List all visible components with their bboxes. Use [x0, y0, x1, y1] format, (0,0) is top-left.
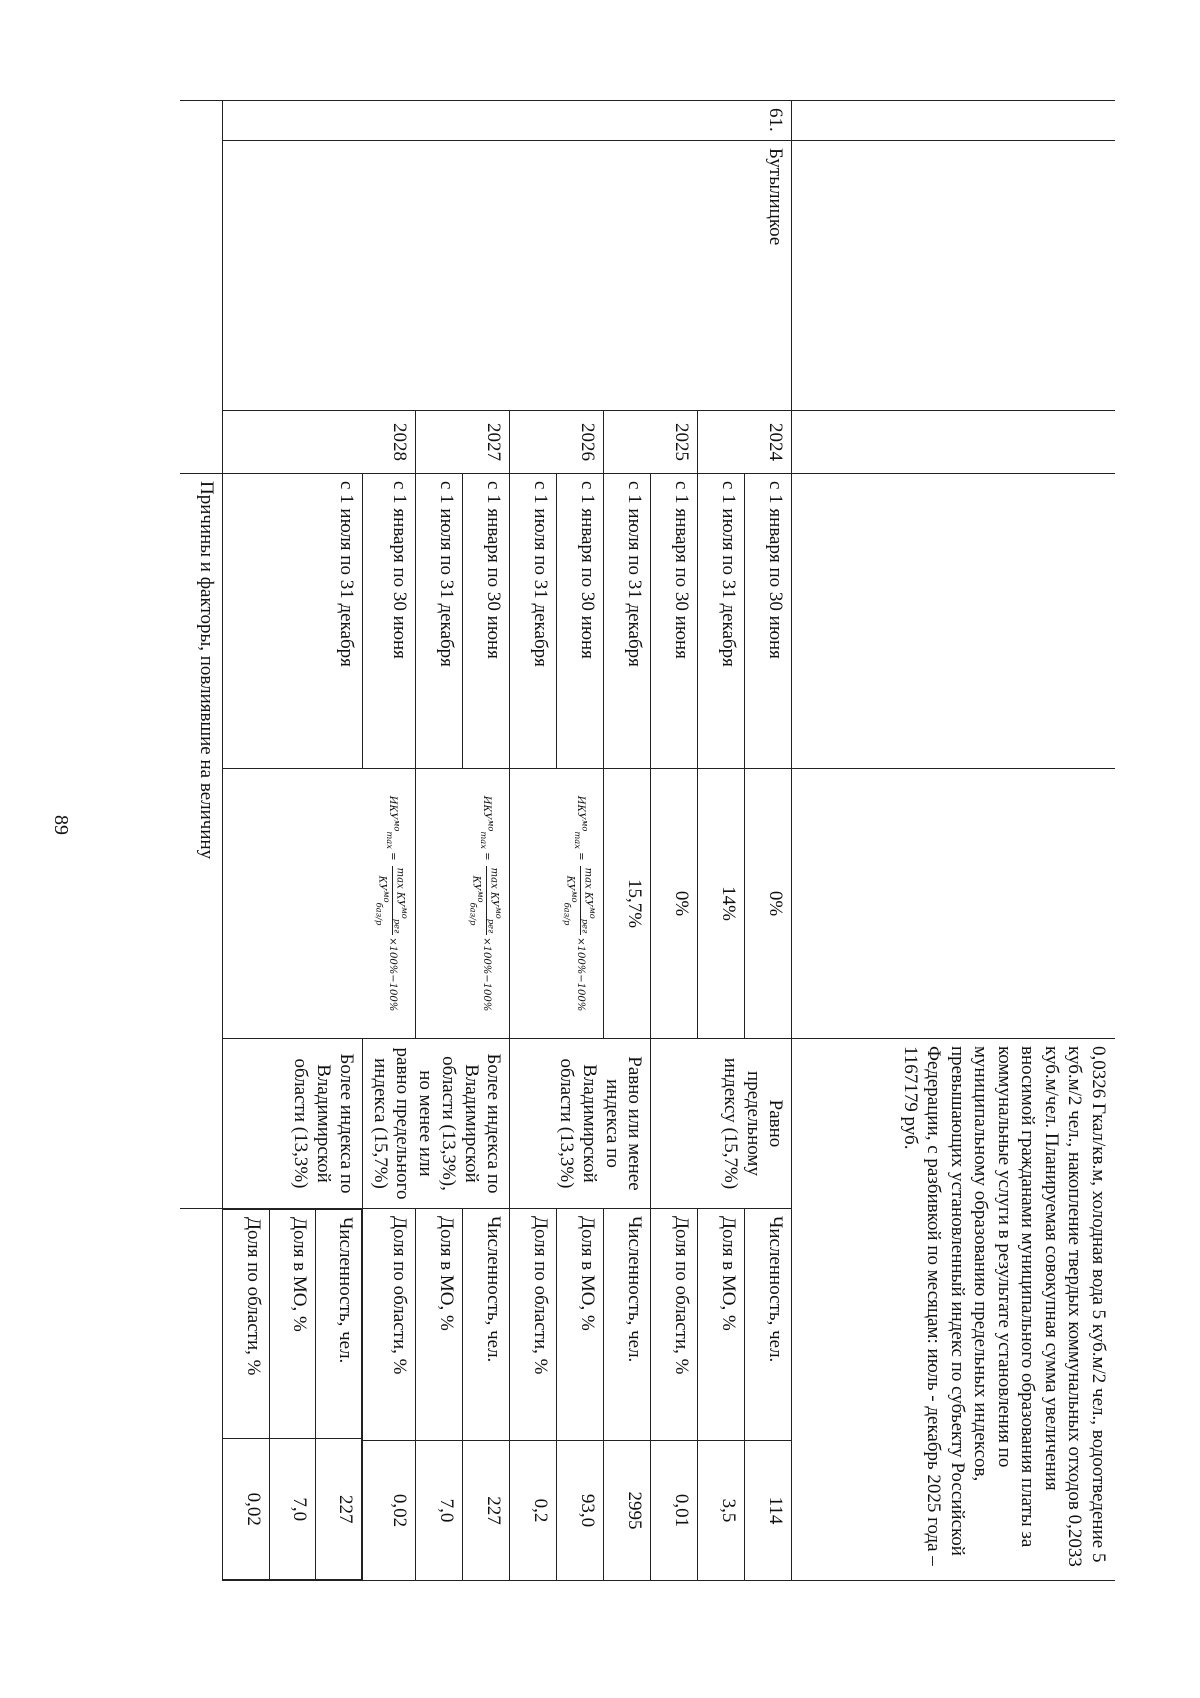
description-row: [792, 101, 1115, 1581]
year-cell: 2025: [604, 411, 698, 474]
index-category: Более индекса по Владимирской области (13,3%), но менее или равно предельного индекса (15,7%): [362, 1039, 510, 1209]
index-value: 7,0: [269, 1439, 315, 1580]
formula-cell: [416, 769, 510, 1039]
index-value: 0,02: [362, 1441, 416, 1581]
index-label: Доля в МО, %: [557, 1209, 604, 1441]
index-label: Численность, чел.: [315, 1210, 361, 1439]
formula-cell: [510, 769, 604, 1039]
period-cell: с 1 июля по 31 декабря: [222, 474, 362, 769]
period-cell: с 1 января по 30 июня: [362, 474, 416, 769]
year-cell: 2028: [222, 411, 416, 474]
index-value: 0,02: [223, 1439, 269, 1580]
index-label: Доля в МО, %: [698, 1209, 745, 1441]
index-subtable: [223, 1209, 362, 1580]
index-category: Равно предельному индексу (15,7%): [651, 1039, 792, 1209]
page-number: 89: [50, 815, 72, 835]
period-cell: с 1 июля по 31 декабря: [510, 474, 557, 769]
period-cell: с 1 января по 30 июня: [557, 474, 604, 769]
index-value: 114: [745, 1441, 792, 1581]
index-label: Численность, чел.: [463, 1209, 510, 1441]
value-cell: 0%: [651, 769, 698, 1039]
index-label: Доля по области, %: [510, 1209, 557, 1441]
index-label: Доля по области, %: [362, 1209, 416, 1441]
index-value: 93,0: [557, 1441, 604, 1581]
index-formula: $ИКУ^{мо}_{max}$ = $\max КУ^{мо}_{рег}$ $КУ^{мо}_{баз/р}$ ×100%−100%: [468, 795, 505, 1012]
municipality-table: [180, 100, 1115, 1581]
entry-number: 61.: [222, 101, 792, 141]
index-value: 3,5: [698, 1441, 745, 1581]
period-cell: с 1 июля по 31 декабря: [604, 474, 651, 769]
index-label: Доля в МО, %: [416, 1209, 463, 1441]
period-cell: с 1 июля по 31 декабря: [416, 474, 463, 769]
formula-cell: [222, 769, 416, 1039]
year-cell: 2024: [698, 411, 792, 474]
reasons-text: Причины и факторы, повлиявшие на величину: [180, 474, 222, 1209]
period-cell: с 1 января по 30 июня: [651, 474, 698, 769]
index-label: Численность, чел.: [604, 1209, 651, 1441]
index-value: 0,2: [510, 1441, 557, 1581]
index-label: Численность, чел.: [745, 1209, 792, 1441]
reasons-row: [180, 101, 222, 1581]
index-formula: $ИКУ^{мо}_{max}$ = $\max КУ^{мо}_{рег}$ $КУ^{мо}_{баз/р}$ ×100%−100%: [374, 795, 411, 1012]
index-formula: $ИКУ^{мо}_{max}$ = $\max КУ^{мо}_{рег}$ $КУ^{мо}_{баз/р}$ ×100%−100%: [562, 795, 599, 1012]
index-value: 2995: [604, 1441, 651, 1581]
index-category: Более индекса по Владимирской области (13,3%): [222, 1039, 362, 1209]
period-cell: с 1 января по 30 июня: [745, 474, 792, 769]
rotated-table-container: [165, 100, 1115, 1580]
period-cell: с 1 января по 30 июня: [463, 474, 510, 769]
value-cell: 0%: [745, 769, 792, 1039]
period-cell: с 1 июля по 31 декабря: [698, 474, 745, 769]
index-label: Доля в МО, %: [269, 1210, 315, 1439]
index-value: 227: [463, 1441, 510, 1581]
municipality-name: Бутылицкое: [222, 141, 792, 411]
index-value: 0,01: [651, 1441, 698, 1581]
year-cell: 2026: [510, 411, 604, 474]
year-cell: 2027: [416, 411, 510, 474]
table-row: [745, 101, 792, 1581]
index-label: Доля по области, %: [651, 1209, 698, 1441]
index-value: 227: [315, 1439, 361, 1580]
description-text: 0,0326 Гкал/кв.м, холодная вода 5 куб.м/2 чел., водоотведение 5 куб.м/2 чел., накопление твердых коммунальных отходов 0,2033 куб.м/чел. Планируемая совокупная сумма увеличения вносимой гражданами муниципального образования платы за коммунальные услуги в результате установления по муниципальному образованию предельных индексов, превышающих установленный индекс по субъекту Российской Федерации, с разбивкой по месяцам: июль - декабрь 2025 года – 1167179 руб.: [792, 1039, 1115, 1581]
value-cell: 15,7%: [604, 769, 651, 1039]
index-value: 7,0: [416, 1441, 463, 1581]
index-category: Равно или менее индекса по Владимирской области (13,3%): [510, 1039, 651, 1209]
index-label: Доля по области, %: [223, 1210, 269, 1439]
value-cell: 14%: [698, 769, 745, 1039]
index-subtable-cell: [222, 1209, 362, 1581]
